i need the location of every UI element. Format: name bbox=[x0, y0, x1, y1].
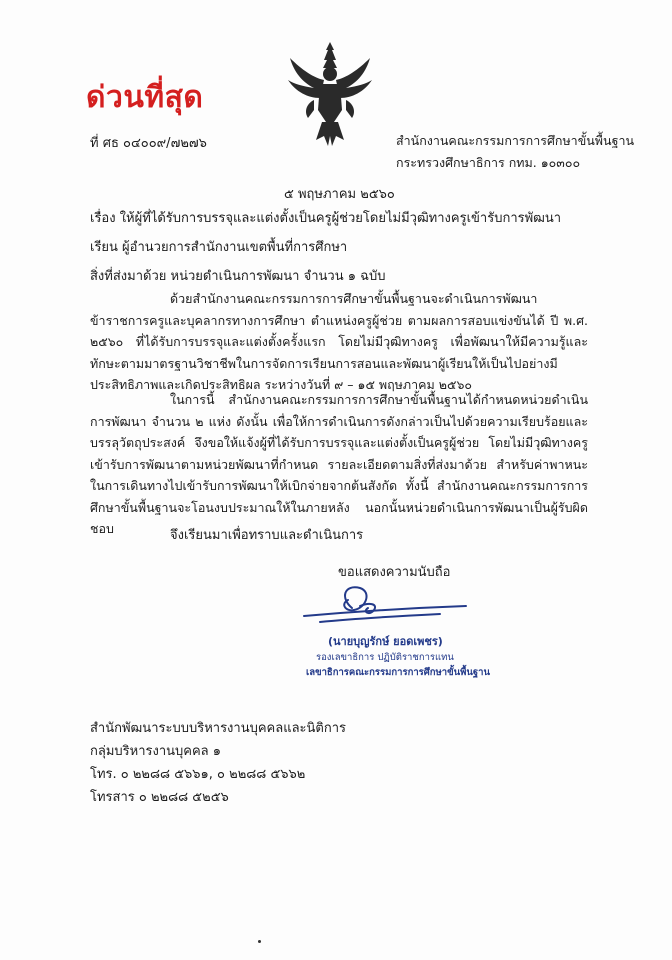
footer-phone: โทร. ๐ ๒๒๘๘ ๕๖๖๑, ๐ ๒๒๘๘ ๕๖๖๒ bbox=[90, 767, 306, 782]
regards-line: ขอแสดงความนับถือ bbox=[338, 565, 451, 580]
urgency-stamp: ด่วนที่สุด bbox=[86, 80, 204, 115]
enclosure-line: สิ่งที่ส่งมาด้วย หน่วยดำเนินการพัฒนา จำนวน ๑ ฉบับ bbox=[90, 269, 386, 284]
signer-position: รองเลขาธิการ ปฏิบัติราชการแทน bbox=[316, 652, 454, 663]
closing-line: จึงเรียนมาเพื่อทราบและดำเนินการ bbox=[170, 528, 364, 543]
body-paragraph-1: ด้วยสำนักงานคณะกรรมการการศึกษาขั้นพื้นฐานจะดำเนินการพัฒนาข้าราชการครูและบุคลากรทางการศึกษา ตำแหน่งครูผู้ช่วย ตามผลการสอบแข่งขันได้ ปี พ.ศ. ๒๕๖๐ ที่ได้รับการบรรจุและแต่งตั้งครั้งแรก โดยไม่มีวุฒิทางครู เพื่อพัฒนาให้มีความรู้และทักษะตามมาตรฐานวิชาชีพในการจัดการเรียนการสอนและพัฒนาผู้เรียนให้เป็นไปอย่างมีประสิทธิภาพและเกิดประสิทธิผล ระหว่างวันที่ ๙ – ๑๕ พฤษภาคม ๒๕๖๐ bbox=[90, 291, 588, 392]
subject-line: เรื่อง ให้ผู้ที่ได้รับการบรรจุและแต่งตั้งเป็นครูผู้ช่วยโดยไม่มีวุฒิทางครูเข้ารับการพัฒนา bbox=[90, 211, 562, 226]
body-paragraph-2: ในการนี้ สำนักงานคณะกรรมการการศึกษาขั้นพื้นฐานได้กำหนดหน่วยดำเนินการพัฒนา จำนวน ๒ แห่ง ดังนั้น เพื่อให้การดำเนินการดังกล่าวเป็นไปด้วยความเรียบร้อยและบรรลุวัตถุประสงค์ จึงขอให้แจ้งผู้ที่ได้รับการบรรจุและแต่งตั้งเป็นครูผู้ช่วย โดยไม่มีวุฒิทางครู เข้ารับการพัฒนาตามหน่วยพัฒนาที่กำหนด รายละเอียดตามสิ่งที่ส่งมาด้วย สำหรับค่าพาหนะในการเดินทางไปเข้ารับการพัฒนาให้เบิกจ่ายจากต้นสังกัด ทั้งนี้ สำนักงานคณะกรรมการการศึกษาขั้นพื้นฐานจะโอนงบประมาณให้ในภายหลัง นอกนั้นหน่วยดำเนินการพัฒนาเป็นผู้รับผิดชอบ bbox=[90, 392, 588, 536]
footer-fax: โทรสาร ๐ ๒๒๘๘ ๕๒๕๖ bbox=[90, 790, 229, 805]
recipient-line: เรียน ผู้อำนวยการสำนักงานเขตพื้นที่การศึกษา bbox=[90, 240, 348, 255]
signer-name: (นายบุญรักษ์ ยอดเพชร) bbox=[328, 635, 443, 648]
footer-office: สำนักพัฒนาระบบบริหารงานบุคคลและนิติการ bbox=[90, 721, 347, 736]
signer-organization: เลขาธิการคณะกรรมการการศึกษาขั้นพื้นฐาน bbox=[306, 667, 490, 678]
page-mark bbox=[258, 940, 261, 943]
issuing-ministry-address: กระทรวงศึกษาธิการ กทม. ๑๐๓๐๐ bbox=[396, 155, 581, 170]
garuda-emblem-icon bbox=[284, 40, 376, 150]
document-date: ๕ พฤษภาคม ๒๕๖๐ bbox=[284, 187, 395, 202]
document-number: ที่ ศธ ๐๔๐๐๙/๗๒๗๖ bbox=[90, 136, 207, 151]
issuing-office: สำนักงานคณะกรรมการการศึกษาขั้นพื้นฐาน bbox=[396, 133, 635, 148]
handwritten-signature bbox=[300, 578, 470, 632]
footer-group: กลุ่มบริหารงานบุคคล ๑ bbox=[90, 744, 222, 759]
